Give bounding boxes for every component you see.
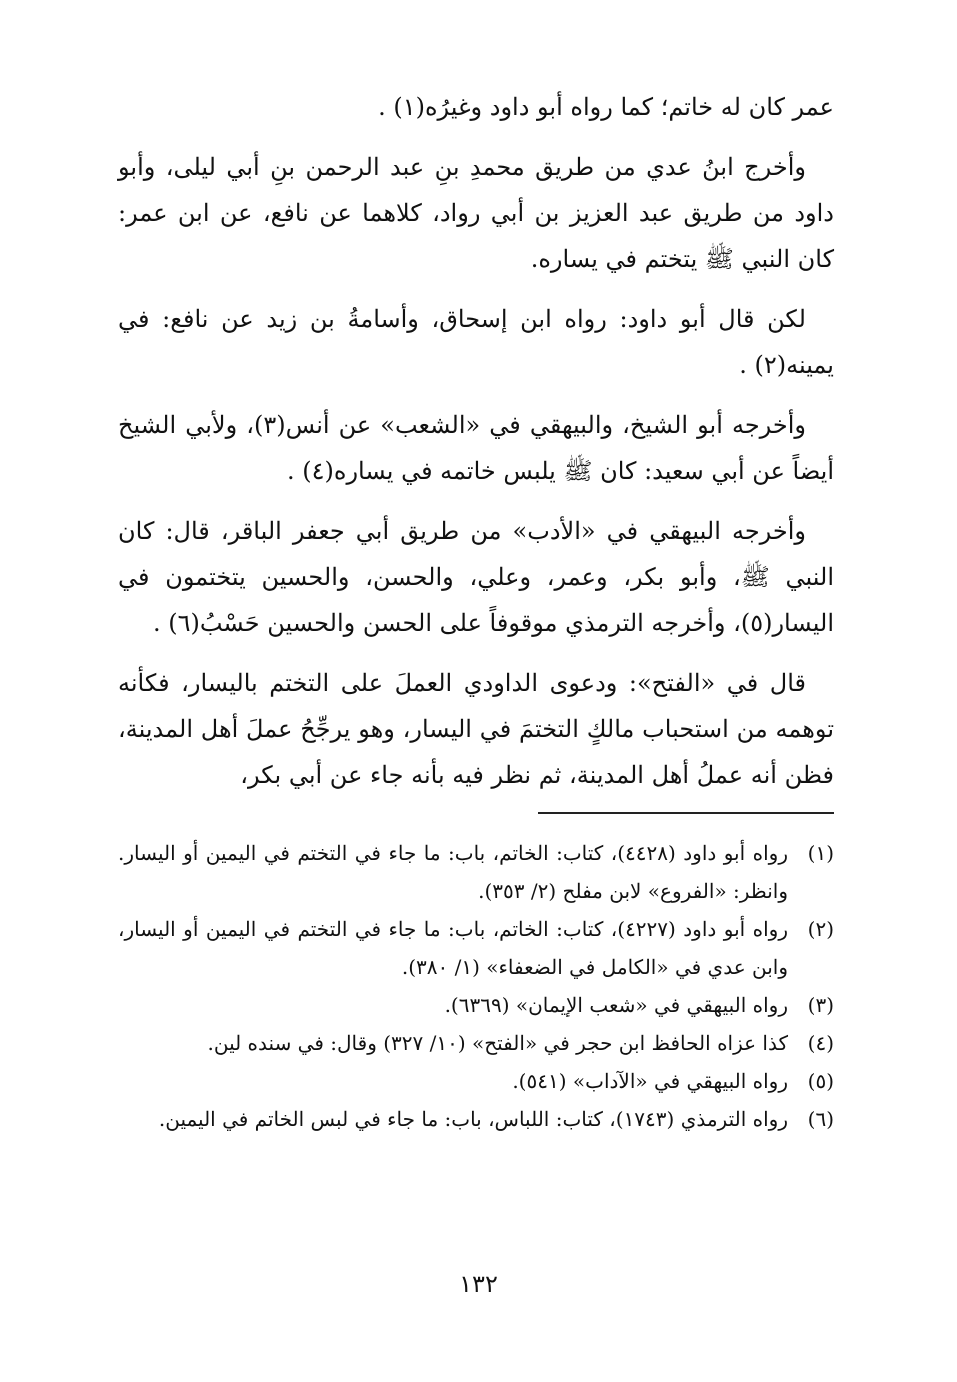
page-number: ١٣٢ [459, 1270, 498, 1298]
footnote-number: (١) [807, 841, 834, 865]
footnotes [118, 834, 834, 1138]
book-page [118, 84, 834, 1138]
paragraph: لكن قال أبو داود: رواه ابن إسحاق، وأسامةُ بن زيد عن نافع: في يمينه(٢) . [118, 305, 834, 379]
paragraph: وأخرج ابنُ عدي من طريق محمدِ بنِ عبد الرحمن بنِ أبي ليلى، وأبو داود من طريق عبد العزيز بن أبي رواد، كلاهما عن نافع، عن ابن عمر: كان النبي ﷺ يتختم في يساره. [118, 153, 834, 273]
footnote [118, 1062, 834, 1100]
footnote-number: (٣) [807, 993, 834, 1017]
footnote [118, 986, 834, 1024]
paragraph: عمر كان له خاتم؛ كما رواه أبو داود وغيرُه(١) . [378, 93, 834, 121]
footnote-number: (٥) [807, 1069, 834, 1093]
footnote [118, 1100, 834, 1138]
footnote-separator [538, 812, 834, 814]
footnote-text: رواه الترمذي (١٧٤٣)، كتاب: اللباس، باب: ما جاء في لبس الخاتم في اليمين. [158, 1107, 788, 1131]
footnote-number: (٤) [807, 1031, 834, 1055]
paragraph: وأخرجه أبو الشيخ، والبيهقي في «الشعب» عن أنس(٣)، ولأبي الشيخ أيضاً عن أبي سعيد: كان ﷺ يلبس خاتمه في يساره(٤) . [118, 411, 834, 485]
paragraph: قال في «الفتح»: ودعوى الداودي العملَ على التختم باليسار، فكأنه توهمه من استحباب مالكٍ التختمَ في اليسار، وهو يرجِّحُ عملَ أهل المدينة، فظن أنه عملُ أهل المدينة، ثم نظر فيه بأنه جاء عن أبي بكر، [118, 669, 834, 789]
footnote-number: (٢) [807, 917, 834, 941]
footnote-text: رواه البيهقي في «الآداب» (٥٤١). [512, 1069, 788, 1093]
footnote-text: رواه أبو داود (٤٢٢٧)، كتاب: الخاتم، باب: ما جاء في التختم في اليمين أو اليسار، وابن عدي في «الكامل في الضعفاء» (١/ ٣٨٠). [118, 917, 788, 979]
paragraph: وأخرجه البيهقي في «الأدب» من طريق أبي جعفر الباقر، قال: كان النبي ﷺ، وأبو بكر، وعمر، وعلي، والحسن، والحسين يتختمون في اليسار(٥)، وأخرجه الترمذي موقوفاً على الحسن والحسين حَسْبُ(٦) . [118, 517, 834, 637]
footnote [118, 1024, 834, 1062]
footnote-number: (٦) [807, 1107, 834, 1131]
main-text [118, 84, 834, 798]
footnote [118, 834, 834, 910]
footnote [118, 910, 834, 986]
footnote-text: رواه أبو داود (٤٤٢٨)، كتاب: الخاتم، باب: ما جاء في التختم في اليمين أو اليسار. وانظر: «الفروع» لابن مفلح (٢/ ٣٥٣). [118, 841, 788, 903]
footnote-text: رواه البيهقي في «شعب الإيمان» (٦٣٦٩). [444, 993, 788, 1017]
footnote-text: كذا عزاه الحافظ ابن حجر في «الفتح» (١٠/ ٣٢٧) وقال: في سنده لين. [207, 1031, 788, 1055]
